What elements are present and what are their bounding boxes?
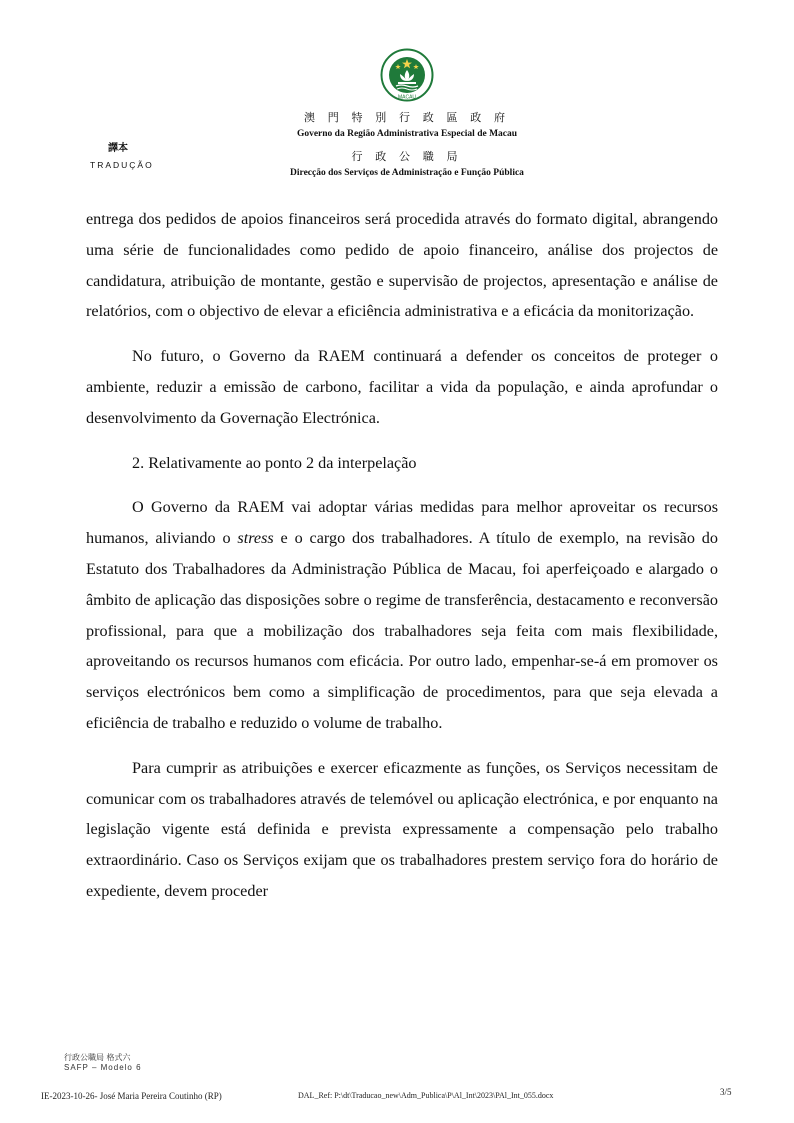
department-name-chinese: 行 政 公 職 局 [351, 151, 463, 163]
translation-label-portuguese: TRADUÇÃO [90, 160, 154, 170]
paragraph-2: No futuro, o Governo da RAEM continuará a defender os conceitos de proteger o ambiente, reduzir a emissão de carbono, facilitar a vida da população, e ainda aprofundar o desenvolvimento da Governação Electrónica. [86, 347, 718, 427]
paragraph-4-emphasis: stress [237, 529, 274, 548]
section-heading-point-2: 2. Relativamente ao ponto 2 da interpelação [132, 453, 417, 472]
government-name-chinese: 澳 門 特 別 行 政 區 政 府 [304, 112, 510, 124]
paragraph-5: Para cumprir as atribuições e exercer eficazmente as funções, os Serviços necessitam de comunicar com os trabalhadores através de telemóvel ou aplicação electrónica, e por enquanto na legislação vigente está definida e prevista expressamente a compensação pelo trabalho extraordinário. Caso os Serviços exijam que os trabalhadores prestem serviço fora do horário de expediente, devem proceder [86, 758, 718, 900]
translation-label-chinese: 譯本 [108, 143, 128, 154]
paragraph-4 [86, 492, 718, 738]
file-path: DAL_Ref: P:\dt\Traducao_new\Adm_Publica\P\Al_Int\2023\PAl_Int_055.docx [298, 1091, 554, 1100]
paragraph-4-part-a: O Governo da RAEM vai adoptar várias medidas para melhor aproveitar os recursos humanos, aliviando o [86, 498, 718, 548]
form-label-chinese: 行政公職局 格式六 [64, 1053, 131, 1062]
paragraph-4-part-b: e o cargo dos trabalhadores. A título de exemplo, na revisão do Estatuto dos Trabalhadores da Administração Pública de Macau, foi aperfeiçoado e alargado o âmbito de aplicação das disposições sobre o regime de transferência, destacamento e reconversão profissional, para que a mobilização dos trabalhadores seja feita com mais flexibilidade, aproveitando os recursos humanos com eficácia. Por outro lado, empenhar-se-á em promover os serviços electrónicos bem como a simplificação de procedimentos, para que seja elevada a eficiência de trabalho e reduzido o volume de trabalho. [86, 529, 718, 732]
form-label-portuguese: SAFP – Modelo 6 [64, 1063, 142, 1072]
government-name-portuguese: Governo da Região Administrativa Especial de Macau [296, 129, 518, 139]
paragraph-1: entrega dos pedidos de apoios financeiros será procedida através do formato digital, abrangendo uma série de funcionalidades como pedido de apoio financeiro, análise dos projectos de candidatura, atribuição de montante, gestão e supervisão de projectos, apresentação e análise de relatórios, com o objectivo de elevar a eficiência administrativa e a eficácia da monitorização. [86, 210, 718, 321]
macau-emblem-logo [380, 48, 434, 102]
document-body [86, 204, 718, 921]
page-number: 3/5 [720, 1087, 732, 1097]
document-reference: IE-2023-10-26- José Maria Pereira Coutinho (RP) [41, 1091, 222, 1101]
department-name-portuguese: Direcção dos Serviços de Administração e Função Pública [290, 168, 524, 178]
emblem-label: MACAU [397, 94, 417, 101]
